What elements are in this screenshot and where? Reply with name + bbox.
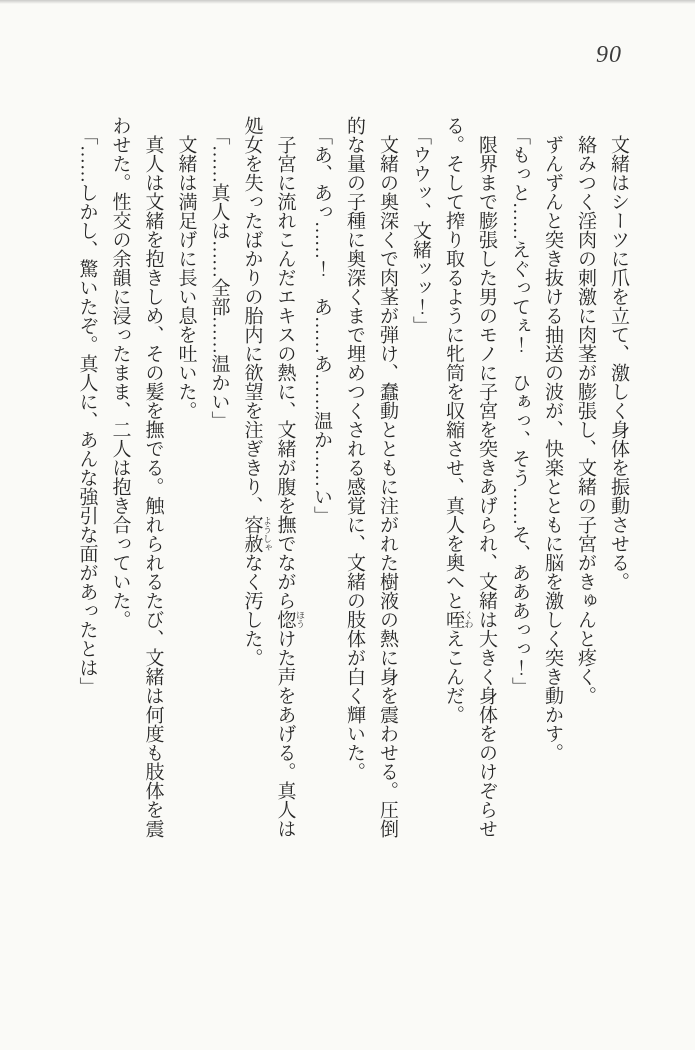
paragraph-2: 絡みつく淫肉の刺激に肉茎が膨張し、文緒の子宮がきゅんと疼く。 xyxy=(575,135,596,705)
text-block xyxy=(71,116,636,842)
paragraph-8: 「あ、あっ……！ あ……あ……温か……い」 xyxy=(311,126,332,526)
paragraph-1: 文緒はシーツに爪を立て、激しく身体を振動させる。 xyxy=(608,135,629,591)
furigana-base: 惚 ほう xyxy=(274,610,305,629)
paragraph-5: 限界まで膨張した男のモノに子宮を突きあげられ、文緒は大きく身体をのけぞらせる。そして搾り取るように牝筒を収縮させ、真人を奥へと咥 くわえこんだ。 xyxy=(443,116,497,838)
furigana-reading: ようしゃ xyxy=(262,515,272,553)
furigana-reading: ほう xyxy=(295,610,305,629)
furigana-base: 容赦 ようしゃ xyxy=(241,515,272,553)
paragraph-7: 文緒の奥深くで肉茎が弾け、蠢動とともに注がれた樹液の熱に身を震わせる。圧倒的な量の子種に奥深くまで埋めつくされる感覚に、文緒の肢体が白く輝いた。 xyxy=(344,116,398,838)
paragraph-13: 「……しかし、驚いたぞ。真人に、あんな強引な面があったとは」 xyxy=(76,126,98,697)
paragraph-9: 子宮に流れこんだエキスの熱に、文緒が腹を撫でながら惚 ほうけた声をあげる。真人は処女を失ったばかりの胎内に欲望を注ぎきり、容赦 ようしゃなく汚した。 xyxy=(241,116,305,838)
paragraph-11: 文緒は満足げに長い息を吐いた。 xyxy=(175,135,197,420)
paragraph-12: 真人は文緒を抱きしめ、その髪を撫でる。触れられるたび、文緒は何度も肢体を震わせた。性交の余韻に浸ったまま、二人は抱き合っていた。 xyxy=(109,116,164,838)
furigana-base: 咥 くわ xyxy=(443,610,474,629)
paragraph-3: ずんずんと突き抜ける抽送の波が、快楽とともに脳を激しく突き動かす。 xyxy=(542,135,563,762)
paragraph-4: 「もっと……えぐってぇ！ ひぁっ、そう……そ、あああっっ！」 xyxy=(509,126,530,697)
page-number: 90 xyxy=(596,42,622,68)
furigana-reading: くわ xyxy=(463,610,474,629)
paragraph-6: 「ウウッ、文緒ッッ！」 xyxy=(410,126,431,336)
paragraph-10: 「……真人は……全部……温かい」 xyxy=(208,126,230,431)
